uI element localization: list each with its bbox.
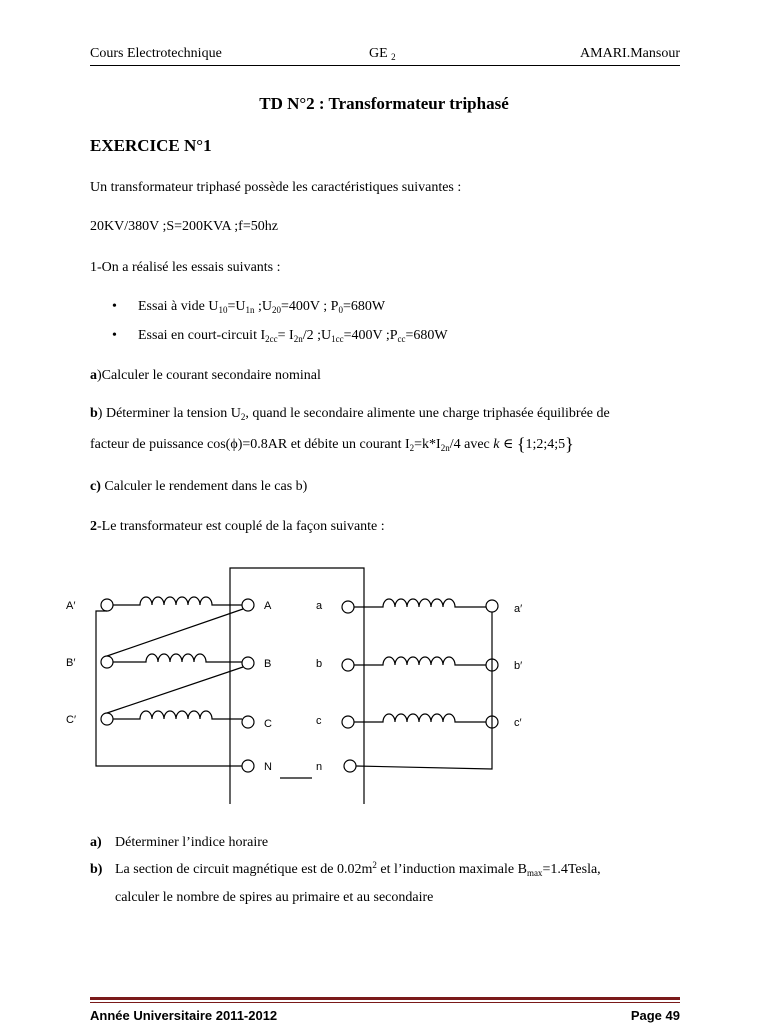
test-cc-s2: 2n xyxy=(293,334,303,344)
part2-question-a xyxy=(90,835,269,851)
question-1-title: 1-On a réalisé les essais suivants : xyxy=(90,260,281,275)
terminal-b xyxy=(342,659,354,671)
label-C-prime: C′ xyxy=(66,714,77,726)
wire-B-prime-to-A xyxy=(107,609,243,656)
intro-text: Un transformateur triphasé possède les caractéristiques suivantes : xyxy=(90,180,462,195)
label-b-prime: b′ xyxy=(514,660,523,672)
footer-rule-thick xyxy=(90,997,680,1000)
test-cc-t1: Essai en court-circuit I xyxy=(138,328,266,343)
part2-a-label: a) xyxy=(90,835,102,850)
label-a: a xyxy=(316,600,323,612)
part2-question-b-line2: calculer le nombre de spires au primaire et au secondaire xyxy=(115,890,434,905)
test-cc-s1: 2cc xyxy=(265,334,278,344)
label-B: B xyxy=(264,658,272,670)
label-a-prime: a′ xyxy=(514,603,523,615)
label-C: C xyxy=(264,718,272,730)
question-2-text: -Le transformateur est couplé de la façon suivante : xyxy=(97,519,385,534)
question-c-label: c) xyxy=(90,479,101,494)
test-no-load-s3: 20 xyxy=(272,305,281,315)
label-n: n xyxy=(316,761,323,773)
terminal-a xyxy=(342,601,354,613)
question-b-l2-t3: /4 avec xyxy=(449,437,494,452)
question-b-l2-s1: 2 xyxy=(409,443,415,453)
part2-question-b xyxy=(90,860,601,878)
question-b-l2-t1: facteur de puissance cos(ϕ)=0.8AR et débite un courant I xyxy=(90,437,410,452)
header-center-text: GE xyxy=(369,46,388,61)
part2-b-sub: max xyxy=(526,868,543,878)
test-cc-s4: cc xyxy=(397,334,406,344)
question-2-label: 2 xyxy=(90,519,97,534)
terminal-C-prime xyxy=(101,713,113,725)
label-B-prime: B′ xyxy=(66,657,76,669)
part2-b-label: b) xyxy=(90,862,103,877)
header-right: AMARI.Mansour xyxy=(580,46,680,61)
test-no-load-t1: Essai à vide U xyxy=(138,299,219,314)
question-b-label: b xyxy=(90,406,98,421)
primary-coil-B xyxy=(113,654,242,662)
terminal-a-prime xyxy=(486,600,498,612)
test-cc-t3: /2 ;U xyxy=(302,328,332,343)
test-no-load-t5: =680W xyxy=(342,299,386,314)
secondary-coil-a xyxy=(354,599,486,607)
test-no-load-s2: 1n xyxy=(245,305,255,315)
secondary-star-point xyxy=(356,612,492,769)
wire-C-prime-to-B xyxy=(107,667,243,713)
question-b-l1-t2: , quand le secondaire alimente une charge triphasée équilibrée de xyxy=(245,406,610,421)
test-no-load-s4: 0 xyxy=(338,305,343,315)
secondary-coil-b xyxy=(354,657,486,665)
terminal-n xyxy=(344,760,356,772)
terminal-c xyxy=(342,716,354,728)
part2-b-t1: La section de circuit magnétique est de 0.02m xyxy=(115,862,373,877)
footer-page-number: Page 49 xyxy=(630,1008,680,1023)
terminal-A-prime xyxy=(101,599,113,611)
header-left: Cours Electrotechnique xyxy=(90,46,222,61)
test-cc-t4: =400V ;P xyxy=(343,328,398,343)
test-no-load-t4: =400V ; P xyxy=(281,299,339,314)
secondary-coil-c xyxy=(354,714,486,722)
question-a-text: )Calculer le courant secondaire nominal xyxy=(97,368,321,383)
question-b-l1-t1: ) Déterminer la tension U xyxy=(97,406,241,421)
primary-coil-A xyxy=(113,597,242,605)
brace-open: { xyxy=(516,434,526,454)
question-b-set: 1;2;4;5 xyxy=(525,437,566,452)
test-no-load-t2: =U xyxy=(227,299,246,314)
page-title: TD N°2 : Transformateur triphasé xyxy=(259,94,509,113)
footer-left: Année Universitaire 2011-2012 xyxy=(90,1008,278,1023)
test-no-load-t3: ;U xyxy=(254,299,272,314)
test-cc-t2: = I xyxy=(277,328,294,343)
test-cc-s3: 1cc xyxy=(331,334,344,344)
exercise-title: EXERCICE N°1 xyxy=(90,136,212,155)
label-c-prime: c′ xyxy=(514,717,522,729)
test-no-load-s1: 10 xyxy=(218,305,228,315)
specs-text: 20KV/380V ;S=200KVA ;f=50hz xyxy=(90,219,278,234)
part2-b-t3: =1.4Tesla, xyxy=(542,862,601,877)
question-b-in: ∈ xyxy=(499,437,517,452)
question-b-l1-s1: 2 xyxy=(240,412,246,422)
terminal-A xyxy=(242,599,254,611)
terminal-B-prime xyxy=(101,656,113,668)
question-b-k: k xyxy=(493,437,500,452)
label-A-prime: A′ xyxy=(66,600,76,612)
part2-b-t2: et l’induction maximale B xyxy=(376,862,527,877)
test-cc-t5: =680W xyxy=(405,328,448,343)
bullet-icon: • xyxy=(112,328,117,343)
terminal-C xyxy=(242,716,254,728)
bullet-icon: • xyxy=(112,299,117,314)
label-b: b xyxy=(316,658,323,670)
label-c: c xyxy=(316,715,322,727)
brace-close: } xyxy=(565,434,574,454)
part2-b-sup: 2 xyxy=(372,860,377,870)
footer-rule-thin xyxy=(90,1002,680,1003)
question-a-label: a xyxy=(90,368,97,383)
label-N: N xyxy=(264,761,272,773)
terminal-N xyxy=(242,760,254,772)
question-b-l2-s2: 2n xyxy=(440,443,450,453)
terminal-B xyxy=(242,657,254,669)
question-b-l2-t2: =k*I xyxy=(414,437,441,452)
primary-coil-C xyxy=(113,711,242,719)
header-center-sub: 2 xyxy=(391,52,396,62)
label-A: A xyxy=(264,600,272,612)
question-c-text: Calculer le rendement dans le cas b) xyxy=(100,479,308,494)
part2-a-text: Déterminer l’indice horaire xyxy=(115,835,269,850)
